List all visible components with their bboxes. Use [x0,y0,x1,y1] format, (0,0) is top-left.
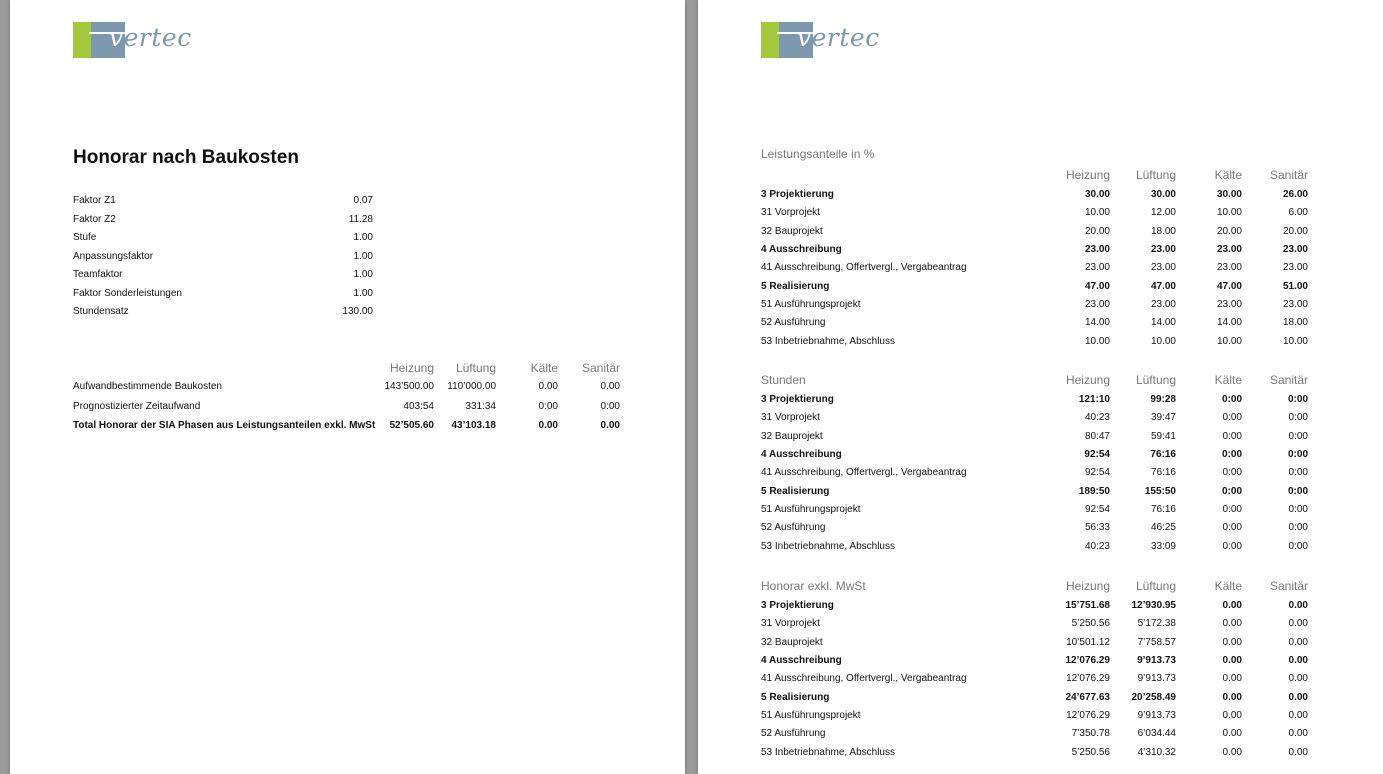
column-header: Lüftung [1135,168,1176,182]
table-cell: 23.00 [1150,299,1176,311]
table-cell: 23.00 [1216,244,1242,256]
column-header: Heizung [1065,579,1110,593]
table-cell: 0:00 [1221,449,1242,461]
factor-label: Teamfaktor [73,269,123,280]
table-cell: 18.00 [1282,317,1308,329]
table-row-label: 31 Vorprojekt [761,618,820,630]
table-cell: 46:25 [1150,522,1176,534]
table-cell: 0.00 [600,381,620,392]
table-cell: 0.00 [1288,746,1308,758]
table-row-label: 31 Vorprojekt [761,207,820,219]
table-cell: 0:00 [1288,467,1308,479]
factor-row [73,214,373,232]
table-cell: 0.00 [1222,636,1242,648]
vertec-logo [73,22,193,60]
table-cell: 30.00 [1150,189,1176,200]
table-cell: 0:00 [1288,522,1308,534]
table-cell: 403:54 [403,401,434,412]
table-cell: 0.00 [1222,710,1242,722]
table-cell: 80:47 [1084,430,1110,442]
factor-label: Faktor Sonderleistungen [73,287,182,299]
table-row-label: 3 Projektierung [761,189,834,200]
table-cell: 0:00 [1288,430,1308,442]
factor-label: Stufe [73,232,97,243]
table-cell: 30.00 [1084,189,1110,200]
table-cell: 0.00 [538,420,558,431]
table-cell: 0:00 [538,401,558,412]
table-row-label: 52 Ausführung [761,317,826,329]
table-cell: 47.00 [1084,280,1110,292]
table-cell: 6’034.44 [1137,728,1176,740]
factor-value: 1.00 [353,250,373,262]
table-cell: 33:09 [1150,540,1176,552]
table-cell: 9’913.73 [1137,673,1176,685]
table-row-label: Total Honorar der SIA Phasen aus Leistungsanteilen exkl. MwSt [73,420,376,431]
table-cell: 0.00 [1288,710,1308,722]
factor-label: Faktor Z1 [73,195,116,206]
table-cell: 76:16 [1150,449,1176,461]
table-row-label: 52 Ausführung [761,728,826,740]
table-cell: 0.00 [1288,618,1308,630]
table-cell: 0:00 [1287,394,1308,405]
table-cell: 23.00 [1150,244,1176,256]
section-title: Leistungsanteile in % [761,147,875,161]
column-header: Kälte [1214,579,1242,593]
table-cell: 10.00 [1216,335,1242,347]
table-cell: 0:00 [1221,485,1242,497]
table-cell: 0:00 [1287,485,1308,497]
table-cell: 76:16 [1150,504,1176,516]
logo-wordmark: vertec [797,23,880,52]
table-cell: 12’076.29 [1066,710,1110,722]
table-row-label: 53 Inbetriebnahme, Abschluss [761,540,895,552]
table-cell: 23.00 [1084,299,1110,311]
table-cell: 0.00 [1222,655,1242,667]
table-cell: 10’501.12 [1066,636,1110,648]
table-cell: 76:16 [1150,467,1176,479]
table-row-label: Prognostizierter Zeitaufwand [73,401,201,412]
column-header: Kälte [530,361,558,375]
document-page-2 [698,0,1383,774]
table-cell: 0.00 [538,381,558,392]
table-row-label: 5 Realisierung [761,485,830,497]
table-cell: 23.00 [1084,262,1110,274]
table-cell: 0.00 [1222,746,1242,758]
table-row-label: 41 Ausschreibung, Offertvergl., Vergabeantrag [761,262,967,274]
vertec-logo [761,22,881,60]
table-cell: 0.00 [1222,691,1242,703]
table-cell: 18.00 [1150,225,1176,237]
factor-row [73,288,373,306]
table-cell: 10.00 [1084,207,1110,219]
table-cell: 12.00 [1150,207,1176,219]
table-cell: 40:23 [1084,540,1110,552]
column-header: Heizung [389,361,434,375]
table-cell: 121:10 [1078,394,1110,405]
page-title: Honorar nach Baukosten [73,147,299,168]
column-header: Heizung [1065,373,1110,387]
factor-row [73,306,373,324]
factor-value: 1.00 [353,269,373,280]
table-cell: 14.00 [1150,317,1176,329]
table-cell: 7’350.78 [1071,728,1110,740]
table-row-label: 32 Bauprojekt [761,636,823,648]
table-cell: 51.00 [1282,280,1308,292]
table-cell: 23.00 [1282,244,1308,256]
table-cell: 15’751.68 [1065,600,1110,611]
table-cell: 23.00 [1084,244,1110,256]
factor-row [73,251,373,269]
table-cell: 0:00 [1288,540,1308,552]
table-cell: 110’000.00 [447,381,496,392]
table-cell: 20.00 [1084,225,1110,237]
table-row-label: 53 Inbetriebnahme, Abschluss [761,335,895,347]
table-cell: 189:50 [1078,485,1110,497]
factor-label: Faktor Z2 [73,213,116,225]
table-cell: 43’103.18 [451,420,496,431]
column-header: Kälte [1214,168,1242,182]
table-cell: 0:00 [1288,504,1308,516]
table-row-label: 3 Projektierung [761,394,834,405]
table-row-label: 5 Realisierung [761,691,830,703]
table-row-label: 3 Projektierung [761,600,834,611]
table-cell: 9’913.73 [1137,655,1176,667]
table-row-label: 32 Bauprojekt [761,430,823,442]
table-row-label: 5 Realisierung [761,280,830,292]
table-cell: 0.00 [1222,618,1242,630]
table-cell: 0:00 [1222,540,1242,552]
table-cell: 0.00 [1222,673,1242,685]
table-cell: 12’930.95 [1131,600,1176,611]
table-row-label: 4 Ausschreibung [761,244,842,256]
document-page-1 [10,0,685,774]
table-cell: 92:54 [1084,449,1110,461]
table-cell: 24’677.63 [1065,691,1110,703]
table-cell: 14.00 [1216,317,1242,329]
table-row-label: 51 Ausführungsprojekt [761,710,861,722]
table-cell: 155:50 [1144,485,1176,497]
table-cell: 92:54 [1084,504,1110,516]
table-row-label: 52 Ausführung [761,522,826,534]
table-cell: 0.00 [1222,600,1242,611]
table-cell: 0:00 [1221,394,1242,405]
table-cell: 47.00 [1216,280,1242,292]
column-header: Kälte [1214,373,1242,387]
table-cell: 0:00 [1287,449,1308,461]
table-cell: 23.00 [1150,262,1176,274]
table-row-label: 4 Ausschreibung [761,449,842,461]
table-cell: 0:00 [1222,467,1242,479]
table-cell: 20.00 [1216,225,1242,237]
table-cell: 47.00 [1150,280,1176,292]
table-cell: 4’310.32 [1137,746,1176,758]
table-cell: 52’505.60 [389,420,434,431]
table-cell: 0.00 [600,420,620,431]
table-cell: 23.00 [1282,299,1308,311]
section-title: Honorar exkl. MwSt [761,579,866,593]
table-cell: 0.00 [1222,728,1242,740]
factor-row [73,232,373,250]
table-cell: 331:34 [465,401,496,412]
factor-label: Anpassungsfaktor [73,250,154,262]
table-cell: 23.00 [1216,299,1242,311]
table-cell: 5’172.38 [1137,618,1176,630]
table-row-label: 41 Ausschreibung, Offertvergl., Vergabeantrag [761,673,967,685]
table-cell: 0:00 [1222,522,1242,534]
factor-value: 0.07 [353,195,373,206]
factor-label: Stundensatz [73,306,129,317]
table-cell: 6.00 [1288,207,1308,219]
table-cell: 12’076.29 [1065,655,1110,667]
table-cell: 0:00 [1288,412,1308,424]
column-header: Sanitär [581,361,620,375]
table-row-label: Aufwandbestimmende Baukosten [73,381,222,392]
table-cell: 20.00 [1282,225,1308,237]
factor-value: 11.28 [348,213,373,225]
table-cell: 40:23 [1084,412,1110,424]
table-cell: 12’076.29 [1066,673,1110,685]
table-cell: 10.00 [1084,335,1110,347]
factor-row [73,195,373,213]
table-cell: 39:47 [1150,412,1176,424]
table-cell: 0.00 [1288,691,1308,703]
column-header: Lüftung [1135,579,1176,593]
table-cell: 10.00 [1282,335,1308,347]
table-row-label: 51 Ausführungsprojekt [761,504,861,516]
table-cell: 0.00 [1288,728,1308,740]
table-cell: 0:00 [1222,412,1242,424]
table-row-label: 41 Ausschreibung, Offertvergl., Vergabeantrag [761,467,967,479]
table-cell: 0.00 [1288,636,1308,648]
table-cell: 7’758.57 [1137,636,1176,648]
column-header: Sanitär [1269,373,1308,387]
section-title: Stunden [761,373,806,387]
table-cell: 0.00 [1288,600,1308,611]
table-cell: 5’250.56 [1071,746,1110,758]
table-row-label: 4 Ausschreibung [761,655,842,667]
factor-value: 1.00 [353,232,373,243]
table-cell: 0:00 [1222,430,1242,442]
table-cell: 59:41 [1150,430,1176,442]
table-row-label: 32 Bauprojekt [761,225,823,237]
column-header: Heizung [1065,168,1110,182]
logo-wordmark: vertec [109,23,192,52]
column-header: Sanitär [1269,579,1308,593]
table-cell: 99:28 [1150,394,1176,405]
table-cell: 23.00 [1282,262,1308,274]
table-cell: 23.00 [1216,262,1242,274]
logo-green-block [73,22,91,58]
table-cell: 14.00 [1084,317,1110,329]
table-row-label: 51 Ausführungsprojekt [761,299,861,311]
table-cell: 10.00 [1150,335,1176,347]
table-cell: 92:54 [1084,467,1110,479]
table-cell: 5’250.56 [1071,618,1110,630]
factor-value: 1.00 [353,287,373,299]
table-cell: 0.00 [1288,655,1308,667]
table-cell: 26.00 [1282,189,1308,200]
logo-green-block [761,22,779,58]
column-header: Sanitär [1269,168,1308,182]
table-cell: 20’258.49 [1131,691,1176,703]
factor-row [73,269,373,287]
factor-value: 130.00 [342,306,373,317]
table-row-label: 53 Inbetriebnahme, Abschluss [761,746,895,758]
table-cell: 143’500.00 [384,381,434,392]
table-cell: 9’913.73 [1137,710,1176,722]
table-row-label: 31 Vorprojekt [761,412,820,424]
column-header: Lüftung [455,361,496,375]
table-cell: 0.00 [1288,673,1308,685]
table-cell: 0:00 [1222,504,1242,516]
table-cell: 56:33 [1084,522,1110,534]
table-cell: 10.00 [1216,207,1242,219]
table-cell: 30.00 [1216,189,1242,200]
table-cell: 0:00 [600,401,620,412]
column-header: Lüftung [1135,373,1176,387]
